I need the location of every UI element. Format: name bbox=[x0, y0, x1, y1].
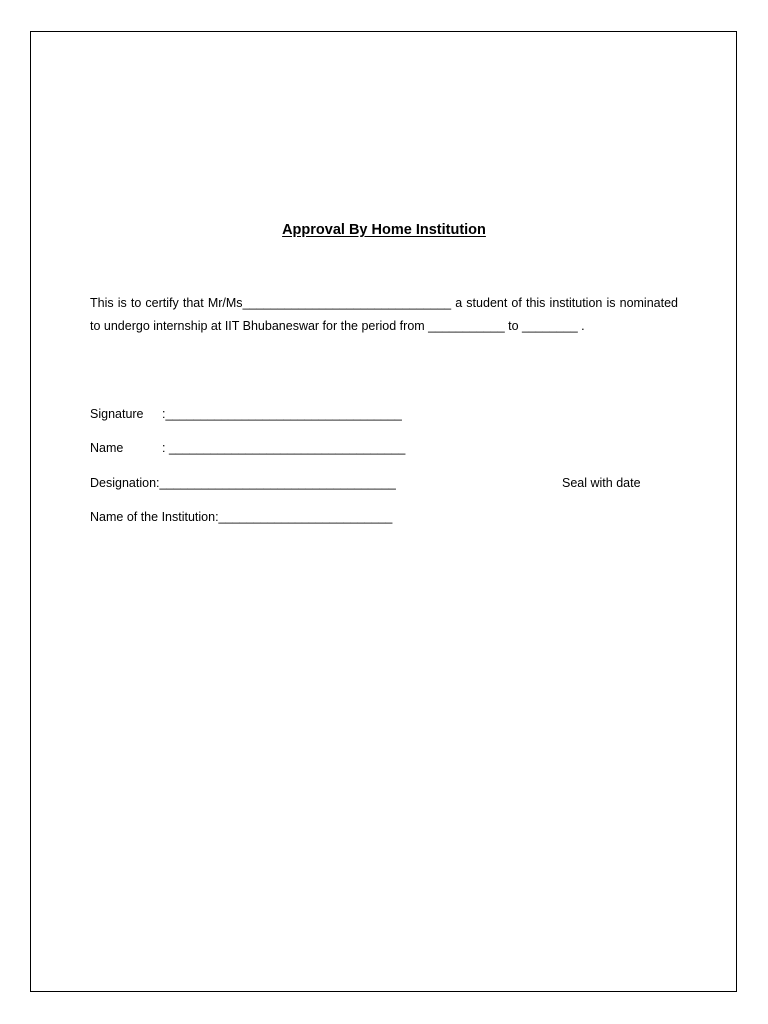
name-field bbox=[90, 441, 405, 455]
signature-label: Signature bbox=[90, 407, 144, 421]
document-title: Approval By Home Institution bbox=[282, 222, 486, 238]
signature-separator: : bbox=[162, 407, 166, 421]
signature-field bbox=[90, 407, 402, 421]
institution-blank[interactable]: _________________________ bbox=[218, 510, 393, 524]
paragraph-text-3: to bbox=[504, 319, 523, 333]
period-from-blank[interactable]: ___________ bbox=[428, 319, 505, 333]
institution-label: Name of the Institution: bbox=[90, 510, 219, 524]
period-to-blank[interactable]: ________ bbox=[522, 319, 578, 333]
paragraph-text-4: . bbox=[577, 319, 585, 333]
designation-label: Designation: bbox=[90, 476, 160, 490]
institution-field bbox=[90, 510, 392, 524]
paragraph-text-1: This is to certify that Mr/Ms bbox=[90, 296, 243, 310]
seal-with-date-label: Seal with date bbox=[562, 476, 641, 490]
certification-paragraph bbox=[90, 292, 678, 338]
student-name-blank[interactable]: ______________________________ bbox=[242, 296, 452, 310]
name-separator: : bbox=[162, 441, 169, 455]
signature-blank[interactable]: __________________________________ bbox=[165, 407, 402, 421]
name-blank[interactable]: __________________________________ bbox=[168, 441, 406, 455]
designation-blank[interactable]: __________________________________ bbox=[159, 476, 396, 490]
designation-field bbox=[90, 476, 396, 490]
paragraph-text-2: a student of this institution is nominated to undergo internship at IIT Bhubaneswar for the period from bbox=[90, 296, 678, 333]
name-label: Name bbox=[90, 441, 124, 455]
